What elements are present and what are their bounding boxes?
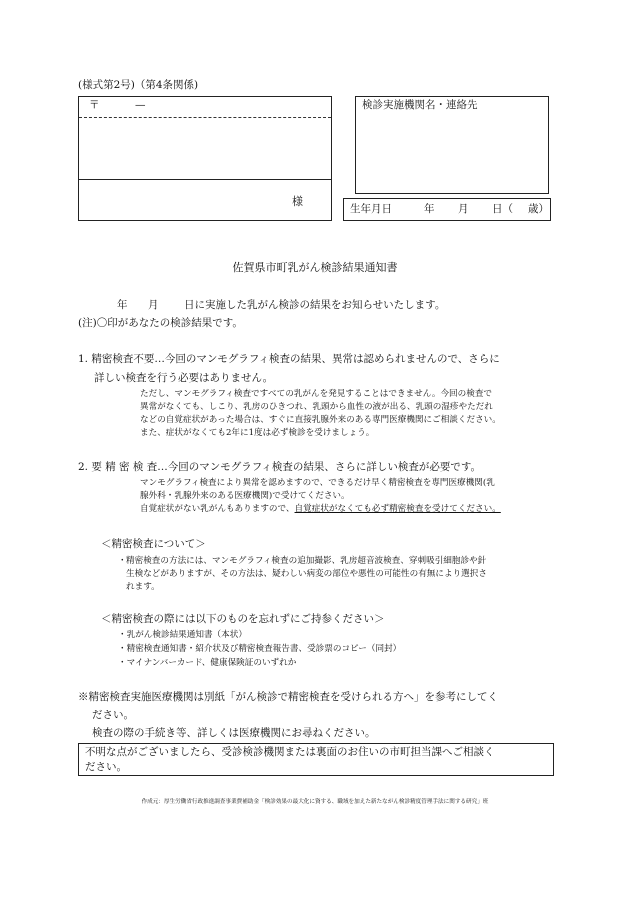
birth-month-unit: 月 — [458, 203, 469, 215]
bring-item-1: ・乳がん検診結果通知書（本状） — [118, 630, 247, 640]
contact-box — [78, 743, 554, 776]
birth-day-unit: 日（ — [492, 203, 513, 215]
postal-divider — [79, 117, 331, 118]
intro-year: 年 — [117, 299, 128, 311]
bring-item-2: ・精密検査通知書・紹介状及び精密検査報告書、受診票のコピー（同封） — [118, 644, 402, 654]
note-procedure: 検査の際の手続き等、詳しくは医療機関にお尋ねください。 — [92, 727, 376, 739]
result2-detail-3-prefix: 自覚症状がない乳がんもありますので、 — [140, 504, 295, 514]
note-referral-cont: ださい。 — [92, 709, 134, 721]
result2-detail-2: 腺外科・乳腺外来のある医療機関)で受けてください。 — [140, 491, 350, 501]
birthdate-label: 生年月日 — [350, 203, 392, 215]
about-exam-line-3: れます。 — [126, 582, 160, 592]
result2-detail-1: マンモグラフィ検査により異常を認めますので、できるだけ早く精密検査を専門医療機関(乳 — [140, 478, 495, 488]
footer-credit: 作成元：厚生労働省行政推進調査事業費補助金「検診効果の最大化に資する、職域を加えた新たながん検診精度管理手法に関する研究」班 — [141, 799, 489, 805]
bring-items-heading: ＜精密検査の際には以下のものを忘れずにご持参ください＞ — [101, 613, 385, 625]
birth-year-unit: 年 — [424, 203, 435, 215]
about-exam-bullet: ・ — [118, 556, 127, 566]
result1-detail-1: ただし、マンモグラフィ検査ですべての乳がんを発見することはできません。今回の検査で — [140, 389, 493, 399]
address-box — [78, 96, 332, 221]
document-title: 佐賀県市町乳がん検診結果通知書 — [232, 261, 398, 274]
note-referral: ※精密検査実施医療機関は別紙「がん検診で精密検査を受けられる方へ」を参考にしてく — [78, 691, 498, 703]
institution-label: 検診実施機関名・連絡先 — [362, 99, 478, 111]
intro-month: 月 — [148, 299, 159, 311]
address-divider — [79, 179, 331, 180]
honorific-sama: 様 — [292, 195, 303, 208]
about-exam-line-2: 生検などがありますが、その方法は、疑わしい病変の部位や悪性の可能性の有無により選択さ — [126, 569, 487, 579]
intro-note: (注)〇印があなたの検診結果です。 — [78, 317, 243, 329]
institution-box — [355, 96, 549, 194]
contact-line-1: 不明な点がございましたら、受診検診機関または裏面のお住いの市町担当課へご相談く — [85, 746, 495, 758]
form-number: (様式第2号)（第4条関係) — [78, 79, 199, 91]
contact-line-2: ださい。 — [85, 761, 127, 773]
result1-detail-4: また、症状がなくても2年に1度は必ず検診を受けましょう。 — [140, 428, 375, 438]
birthdate-box — [343, 198, 551, 221]
result2-emphasis: 自覚症状がなくても必ず精密検査を受けてください。 — [294, 504, 501, 514]
age-unit: 歳） — [528, 203, 549, 215]
result1-detail-2: 異常がなくても、しこり、乳房のひきつれ、乳頭から血性の液が出る、乳頭の湿疹やただれ — [140, 402, 493, 412]
result1-heading: 1. 精密検査不要…今回のマンモグラフィ検査の結果、異常は認められませんので、さらに — [78, 353, 500, 365]
result1-heading-cont: 詳しい検査を行う必要はありません。 — [94, 372, 274, 384]
bring-item-3: ・マイナンバーカード、健康保険証のいずれか — [118, 658, 297, 668]
intro-text: 日に実施した乳がん検診の結果をお知らせいたします。 — [184, 299, 446, 311]
postal-dash: — — [135, 99, 146, 111]
result1-detail-3: などの自覚症状があった場合は、すぐに直接乳腺外来のある専門医療機関にご相談ください。 — [140, 415, 501, 425]
about-exam-heading: ＜精密検査について＞ — [101, 538, 206, 550]
postal-mark: 〒 — [89, 99, 100, 111]
about-exam-line-1: 精密検査の方法には、マンモグラフィ検査の追加撮影、乳房超音波検査、穿刺吸引細胞診や針 — [126, 556, 487, 566]
result2-heading: 2. 要 精 密 検 査…今回のマンモグラフィ検査の結果、さらに詳しい検査が必要です。 — [78, 461, 482, 473]
result2-detail-3 — [140, 503, 501, 516]
